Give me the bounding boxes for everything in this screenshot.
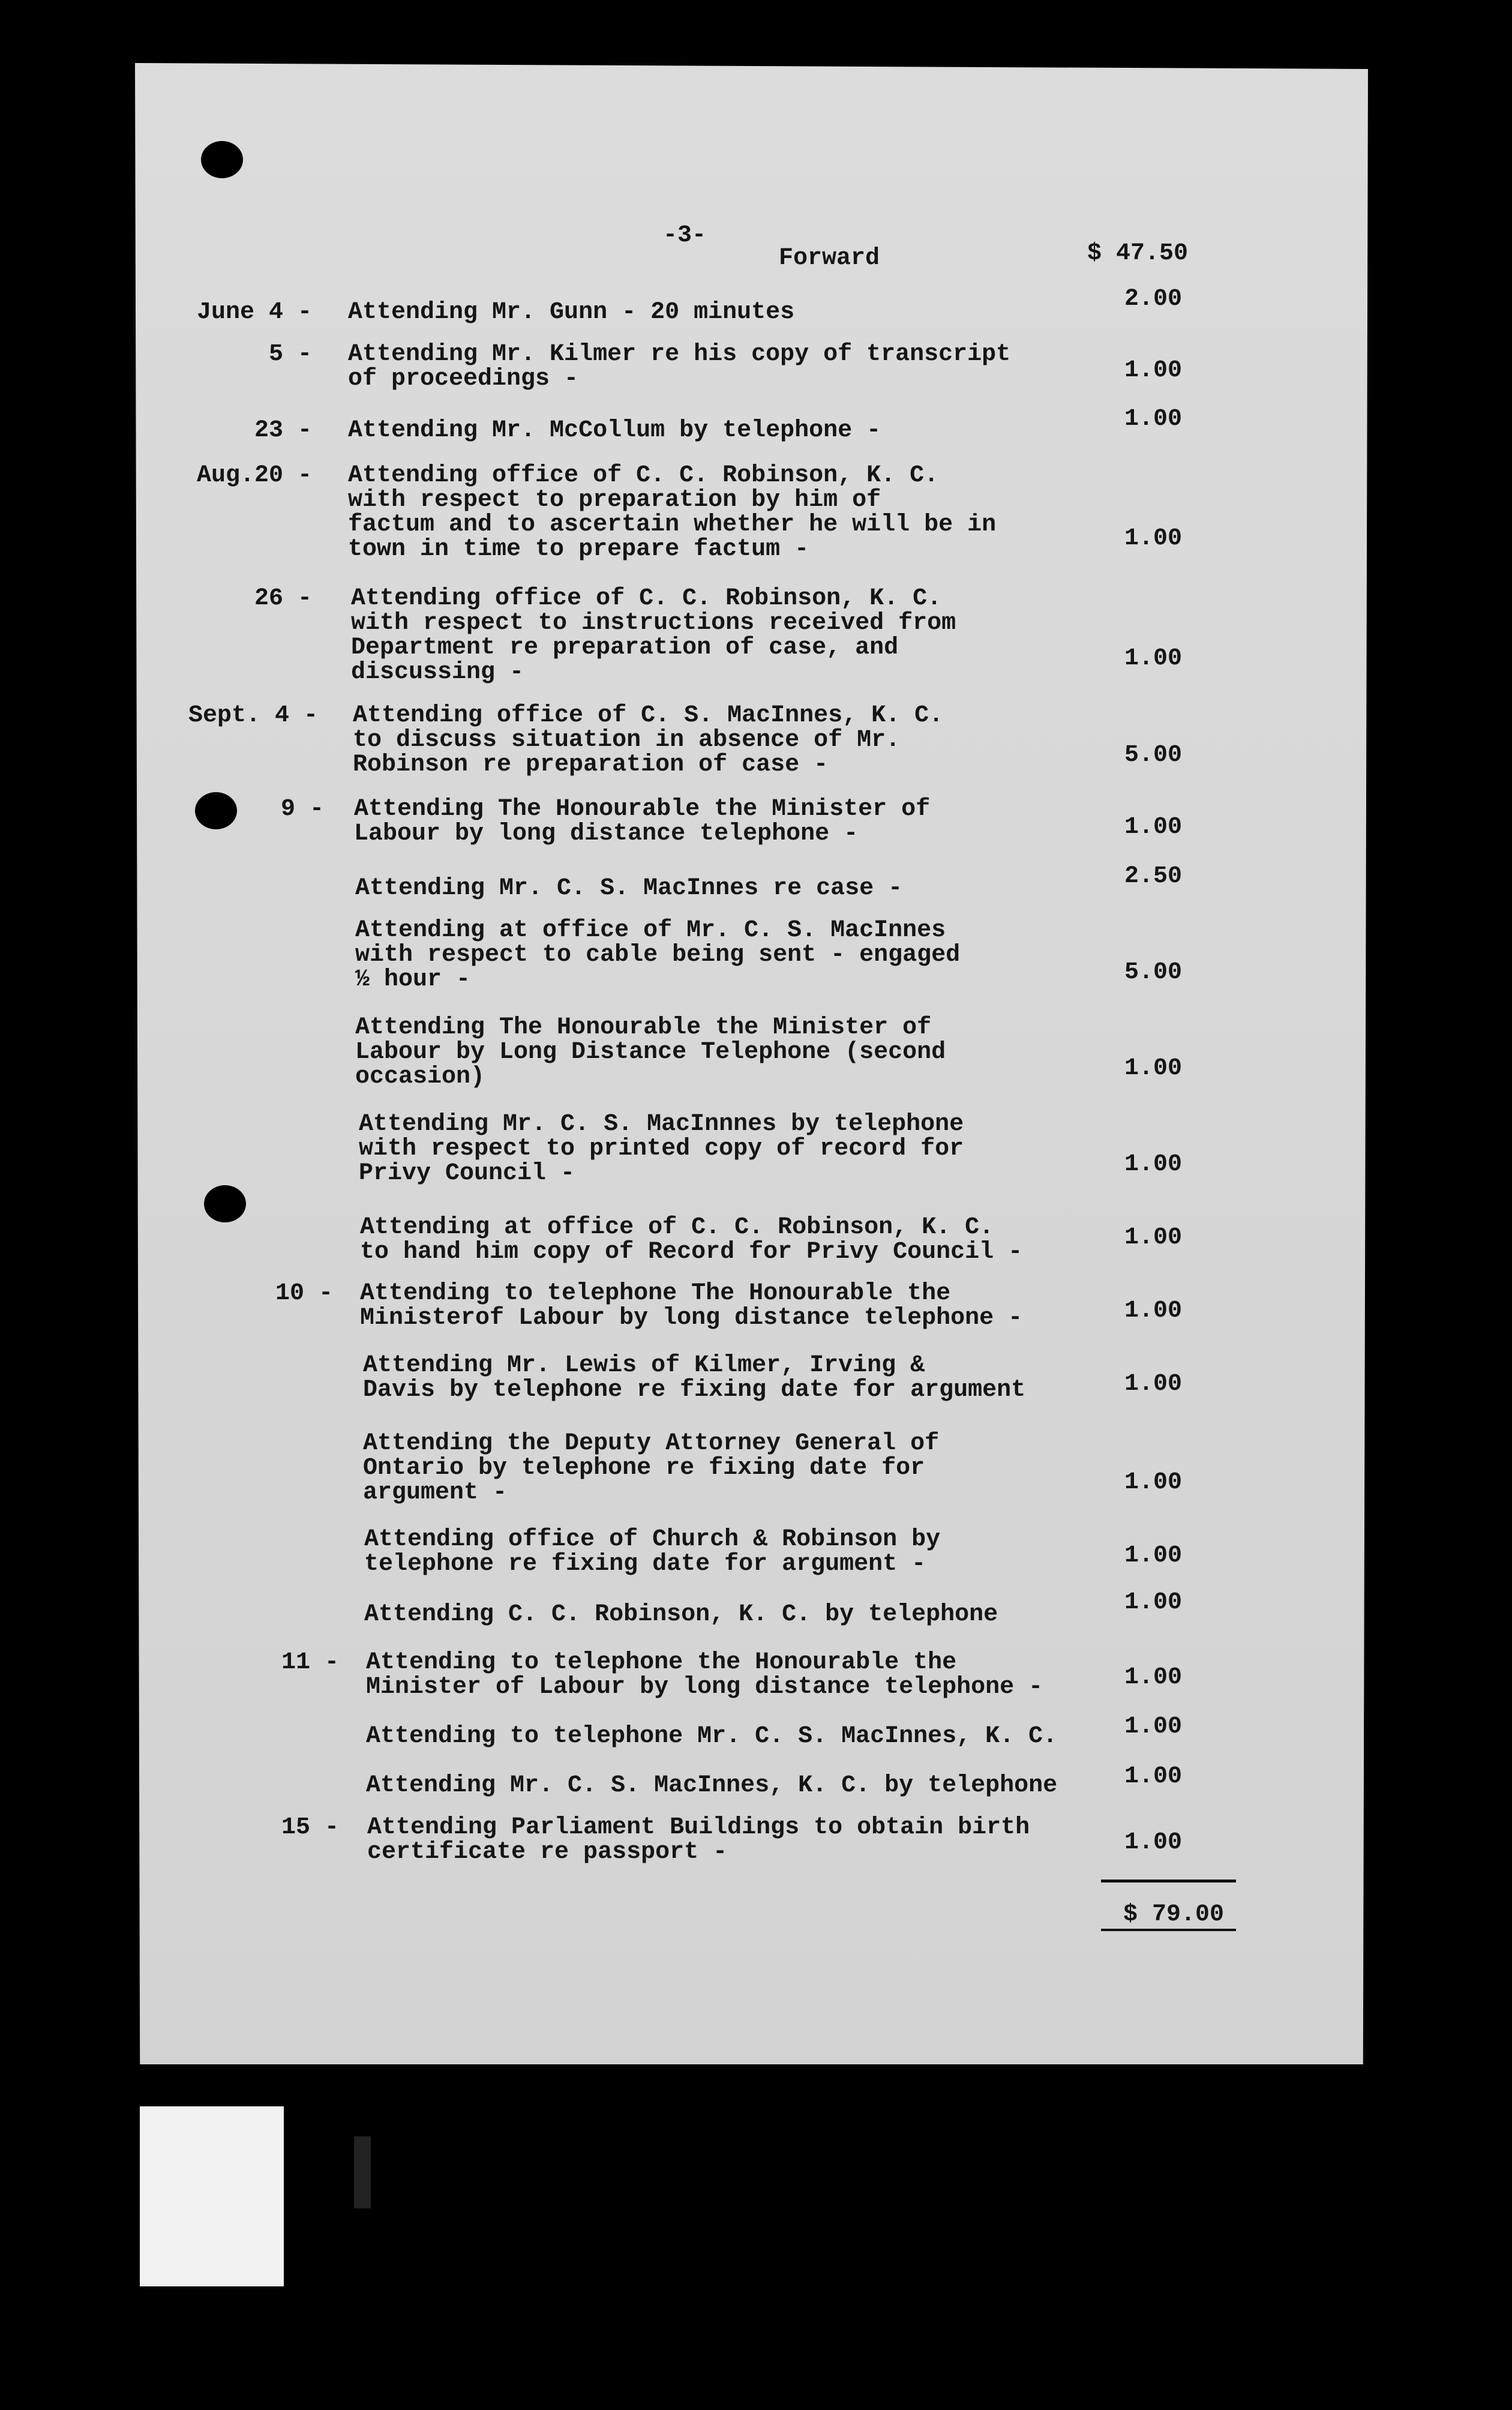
entry-description-line: Attending office of C. C. Robinson, K. C. <box>351 585 942 612</box>
entry-description-line: Ministerof Labour by long distance telephone - <box>360 1305 1023 1332</box>
total-rule <box>1101 1880 1236 1883</box>
entry-description-line: Attending Mr. Kilmer re his copy of transcript <box>348 341 1011 368</box>
entry-description-line: Ontario by telephone re fixing date for <box>363 1455 925 1482</box>
entry-description-line: factum and to ascertain whether he will be in <box>348 511 997 538</box>
entry-description-line: with respect to printed copy of record for <box>359 1135 964 1162</box>
entry-date: 26 - <box>254 585 312 612</box>
entry-amount: 1.00 <box>1124 1542 1182 1569</box>
entry-description-line: Attending at office of C. C. Robinson, K. C. <box>360 1214 994 1241</box>
entry-description-line: town in time to prepare factum - <box>348 536 809 563</box>
entry-description-line: Attending Mr. McCollum by telephone - <box>348 417 881 444</box>
entry-amount: 1.00 <box>1124 814 1182 841</box>
entry-date: 10 - <box>275 1280 333 1307</box>
entry-amount: 1.00 <box>1124 1664 1182 1691</box>
entry-description-line: Attending Mr. Gunn - 20 minutes <box>348 299 795 326</box>
entry-description-line: Attending C. C. Robinson, K. C. by telephone <box>364 1601 998 1628</box>
film-frame-tab <box>140 2106 284 2286</box>
entry-amount: 1.00 <box>1124 357 1182 384</box>
entry-description-line: Attending the Deputy Attorney General of <box>363 1430 940 1457</box>
entry-amount: 2.50 <box>1124 863 1182 890</box>
entry-description-line: Attending to telephone Mr. C. S. MacInnes, K. C. <box>366 1723 1058 1750</box>
entry-amount: 1.00 <box>1124 1829 1182 1856</box>
page-number: -3- <box>663 222 707 249</box>
entry-description-line: Attending Parliament Buildings to obtain birth <box>367 1814 1030 1841</box>
entry-amount: 1.00 <box>1124 1713 1182 1740</box>
entry-amount: 1.00 <box>1124 1297 1182 1324</box>
entry-description-line: Attending Mr. C. S. MacInnes, K. C. by telephone <box>366 1772 1058 1799</box>
entry-amount: 1.00 <box>1124 1224 1182 1251</box>
entry-description-line: Davis by telephone re fixing date for argument <box>363 1377 1026 1404</box>
entry-description-line: ½ hour - <box>355 966 471 993</box>
film-mark <box>354 2136 371 2208</box>
entry-description-line: Attending office of Church & Robinson by <box>364 1526 941 1553</box>
entry-description-line: Attending The Honourable the Minister of <box>355 1014 932 1041</box>
entry-amount: 1.00 <box>1124 645 1182 672</box>
entry-description-line: Attending Mr. Lewis of Kilmer, Irving & <box>363 1352 925 1379</box>
entry-description-line: telephone re fixing date for argument - <box>364 1551 926 1578</box>
entry-description-line: Attending to telephone the Honourable the <box>366 1649 957 1676</box>
entry-amount: 5.00 <box>1124 959 1182 986</box>
entry-description-line: Labour by Long Distance Telephone (second <box>355 1039 946 1066</box>
entry-amount: 1.00 <box>1124 1469 1182 1496</box>
entry-description-line: Attending office of C. S. MacInnes, K. C. <box>353 702 944 729</box>
entry-date: Sept. 4 - <box>188 702 318 729</box>
entry-description-line: Department re preparation of case, and <box>351 634 899 661</box>
entry-date: 15 - <box>281 1814 339 1841</box>
entry-description-line: with respect to cable being sent - engaged <box>355 942 961 969</box>
entry-description-line: Labour by long distance telephone - <box>354 820 859 847</box>
entry-description-line: to hand him copy of Record for Privy Council - <box>360 1239 1023 1266</box>
entry-description-line: of proceedings - <box>348 365 579 392</box>
entry-description-line: Attending The Honourable the Minister of <box>354 796 931 823</box>
entry-description-line: with respect to preparation by him of <box>348 487 881 514</box>
entry-description-line: Robinson re preparation of case - <box>353 751 829 778</box>
entry-amount: 1.00 <box>1124 1589 1182 1616</box>
entry-amount: 1.00 <box>1124 1151 1182 1178</box>
punch-hole <box>201 141 243 178</box>
entry-amount: 1.00 <box>1124 1055 1182 1082</box>
entry-description-line: Attending to telephone The Honourable the <box>360 1280 951 1307</box>
entry-amount: 1.00 <box>1124 1763 1182 1790</box>
entry-description-line: Privy Council - <box>359 1160 575 1187</box>
entry-description-line: Attending Mr. C. S. MacInnes re case - <box>355 875 903 902</box>
entry-description-line: with respect to instructions received from <box>351 610 956 637</box>
entry-date: Aug.20 - <box>196 462 312 489</box>
entry-description-line: occasion) <box>355 1063 485 1090</box>
forward-amount: $ 47.50 <box>1087 240 1188 267</box>
entry-amount: 2.00 <box>1124 286 1182 313</box>
entry-amount: 1.00 <box>1124 1371 1182 1398</box>
entry-date: 5 - <box>268 341 312 368</box>
punch-hole <box>204 1185 246 1222</box>
entry-description-line: argument - <box>363 1479 508 1506</box>
entry-amount: 1.00 <box>1124 406 1182 433</box>
entry-date: June 4 - <box>196 299 312 326</box>
entry-description-line: Minister of Labour by long distance telephone - <box>366 1674 1043 1701</box>
entry-date: 11 - <box>281 1649 339 1676</box>
total-amount: $ 79.00 <box>1123 1901 1224 1928</box>
entry-date: 23 - <box>254 417 312 444</box>
entry-amount: 5.00 <box>1124 742 1182 769</box>
total-underline <box>1101 1929 1236 1931</box>
entry-description-line: Attending Mr. C. S. MacInnnes by telephone <box>359 1111 964 1138</box>
entry-amount: 1.00 <box>1124 525 1182 552</box>
entry-description-line: Attending at office of Mr. C. S. MacInnes <box>355 917 946 944</box>
entry-description-line: discussing - <box>351 659 524 686</box>
entry-description-line: certificate re passport - <box>367 1839 728 1866</box>
entry-description-line: to discuss situation in absence of Mr. <box>353 727 901 754</box>
entry-date: 9 - <box>280 796 324 823</box>
forward-label: Forward <box>779 245 880 272</box>
entry-description-line: Attending office of C. C. Robinson, K. C. <box>348 462 939 489</box>
